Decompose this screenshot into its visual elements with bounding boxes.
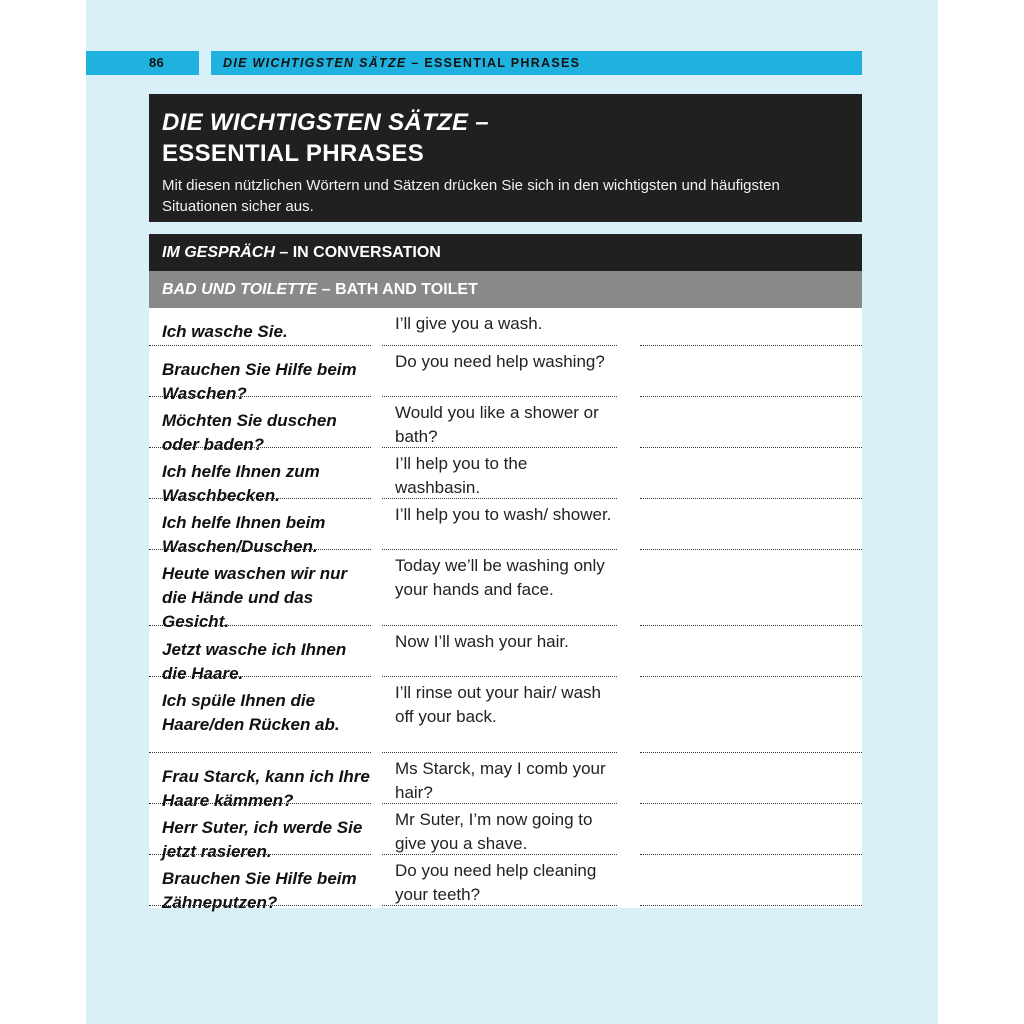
- german-phrase-cell: [149, 499, 371, 556]
- notes-cell: [640, 626, 862, 677]
- english-phrase: I’ll help you to the washbasin.: [395, 454, 528, 497]
- section-heading-separator: –: [274, 244, 293, 261]
- english-phrase-cell: [382, 753, 617, 804]
- table-row: [149, 804, 862, 861]
- english-phrase: I’ll help you to wash/ shower.: [395, 505, 612, 524]
- english-phrase-cell: [382, 626, 617, 677]
- german-phrase: Heute waschen wir nur die Hände und das Gesicht.: [162, 564, 348, 631]
- notes-cell: [640, 753, 862, 804]
- german-phrase-cell: [149, 397, 371, 454]
- notes-cell: [640, 804, 862, 855]
- table-row: [149, 397, 862, 454]
- page-number-text: 86: [149, 55, 165, 70]
- german-phrase-cell: [149, 677, 371, 753]
- chapter-title: [162, 107, 849, 169]
- phrase-table: [149, 308, 862, 912]
- english-phrase: Mr Suter, I’m now going to give you a shave.: [395, 810, 593, 853]
- section-heading: [149, 234, 862, 271]
- english-phrase: Ms Starck, may I comb your hair?: [395, 759, 606, 802]
- german-phrase: Ich helfe Ihnen beim Waschen/Duschen.: [162, 513, 326, 556]
- table-row: [149, 855, 862, 912]
- notes-cell: [640, 855, 862, 906]
- english-phrase-cell: [382, 855, 617, 906]
- english-phrase-cell: [382, 677, 617, 753]
- german-phrase: Ich helfe Ihnen zum Waschbecken.: [162, 462, 320, 505]
- subsection-heading-en: BATH AND TOILET: [335, 281, 478, 298]
- german-phrase: Herr Suter, ich werde Sie jetzt rasieren.: [162, 818, 363, 861]
- notes-cell: [640, 499, 862, 550]
- intro-text: Mit diesen nützlichen Wörtern und Sätzen drücken Sie sich in den wichtigsten und häufigsten Situationen sicher aus.: [162, 177, 780, 215]
- notes-cell: [640, 550, 862, 626]
- table-row: [149, 677, 862, 753]
- chapter-title-de: DIE WICHTIGSTEN SÄTZE –: [162, 109, 489, 136]
- english-phrase-cell: [382, 346, 617, 397]
- table-row: [149, 499, 862, 556]
- english-phrase-cell: [382, 397, 617, 448]
- english-phrase: Would you like a shower or bath?: [395, 403, 599, 446]
- english-phrase: Do you need help washing?: [395, 352, 605, 371]
- english-phrase: Do you need help cleaning your teeth?: [395, 861, 597, 904]
- table-row: [149, 753, 862, 810]
- chapter-title-en: ESSENTIAL PHRASES: [162, 140, 425, 167]
- table-row: [149, 346, 862, 403]
- table-row: [149, 448, 862, 505]
- english-phrase: I’ll give you a wash.: [395, 314, 543, 333]
- german-phrase: Frau Starck, kann ich Ihre Haare kämmen?: [162, 767, 370, 810]
- german-phrase: Ich spüle Ihnen die Haare/den Rücken ab.: [162, 691, 340, 734]
- english-phrase-cell: [382, 550, 617, 626]
- german-phrase-cell: [149, 448, 371, 505]
- english-phrase: Now I’ll wash your hair.: [395, 632, 569, 651]
- subsection-heading: [149, 271, 862, 308]
- notes-cell: [640, 677, 862, 753]
- english-phrase-cell: [382, 308, 617, 346]
- table-row: [149, 308, 862, 346]
- notes-cell: [640, 308, 862, 346]
- german-phrase-cell: [149, 804, 371, 861]
- english-phrase-cell: [382, 448, 617, 499]
- section-heading-de: IM GESPRÄCH: [162, 244, 275, 261]
- page-number: [86, 51, 199, 75]
- english-phrase: Today we’ll be washing only your hands and face.: [395, 556, 605, 599]
- running-header-separator: –: [406, 56, 425, 70]
- german-phrase: Brauchen Sie Hilfe beim Waschen?: [162, 360, 357, 403]
- running-header: [211, 51, 862, 75]
- german-phrase: Ich wasche Sie.: [162, 322, 288, 341]
- german-phrase-cell: [149, 855, 371, 912]
- notes-cell: [640, 448, 862, 499]
- english-phrase-cell: [382, 499, 617, 550]
- intro-box: [149, 94, 862, 222]
- german-phrase-cell: [149, 308, 371, 346]
- german-phrase-cell: [149, 626, 371, 683]
- running-header-de: DIE WICHTIGSTEN SÄTZE: [223, 56, 407, 70]
- german-phrase-cell: [149, 753, 371, 810]
- english-phrase: I’ll rinse out your hair/ wash off your back.: [395, 683, 601, 726]
- table-row: [149, 626, 862, 683]
- notes-cell: [640, 397, 862, 448]
- section-heading-en: IN CONVERSATION: [292, 244, 441, 261]
- german-phrase-cell: [149, 346, 371, 403]
- german-phrase-cell: [149, 550, 371, 631]
- subsection-heading-separator: –: [317, 281, 336, 298]
- table-row: [149, 550, 862, 631]
- subsection-heading-de: BAD UND TOILETTE: [162, 281, 318, 298]
- notes-cell: [640, 346, 862, 397]
- german-phrase: Brauchen Sie Hilfe beim Zähneputzen?: [162, 869, 357, 912]
- running-header-en: ESSENTIAL PHRASES: [424, 56, 581, 70]
- german-phrase: Möchten Sie duschen oder baden?: [162, 411, 337, 454]
- german-phrase: Jetzt wasche ich Ihnen die Haare.: [162, 640, 347, 683]
- english-phrase-cell: [382, 804, 617, 855]
